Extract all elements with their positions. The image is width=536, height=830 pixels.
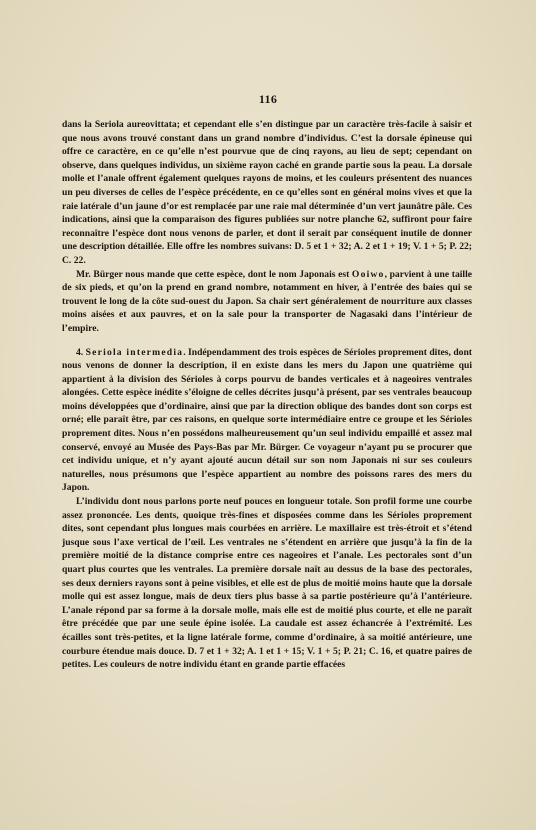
paragraph-2-pre: Mr. Bürger nous mande que cette espèce, dont le nom Japonais est <box>76 268 352 280</box>
paragraph-1: dans la Seriola aureovittata; et cependant elle s’en distingue par un caractère très-facile à saisir et que nous avons trouvé constant dans un grand nombre d’individus. C’est la dorsale épineuse qui offre ce caractère, en ce qu’elle n’est pourvue que de cinq rayons, au lieu de sept; cependant on observe, dans quelques individus, un sixième rayon caché en grande partie sous la peau. La dorsale molle et l’anale offrent également quelques rayons de moins, et les couleurs présentent des nuances un peu diverses de celles de l’espèce précédente, en ce qu’elles sont en général moins vives et que la raie latérale d’un jaune d’or est remplacée par une raie mal déterminée d’un vert jaunâtre pâle. Ces indications, ainsi que la comparaison des figures publiées sur notre planche 62, suffiront pour faire reconnaître l’espèce dont nous venons de parler, et dont il serait par conséquent inutile de donner une description détaillée. Elle offre les nombres suivans: D. 5 et 1 + 32; A. 2 et 1 + 19; V. 1 + 5; P. 22; C. 22. <box>62 119 472 266</box>
section-number: 4. <box>76 346 86 358</box>
japanese-name: Ooiwo <box>351 268 385 280</box>
paragraph-3-post: . Indépendamment des trois espèces de Sérioles proprement dites, dont nous venons de donner la description, il en existe dans les mers du Japon une quatrième qui appartient à la division des Sérioles à corps pourvu de bandes verticales et à nageoires ventrales alongées. Cette espèce inédite s’éloigne de celles décrites jusqu’à présent, par ses ventrales beaucoup moins développées que d’ordinaire, ainsi que par la direction oblique des bandes dont son corps est orné; elle paraît être, par ces raisons, en quelque sorte intermédiaire entre ce groupe et les Sérioles proprement dites. Nous n’en possédons malheureusement qu’un seul individu empaillé et assez mal conservé, envoyé au Musée des Pays-Bas par Mr. Bürger. Ce voyageur n’ayant pu se procurer que cet individu unique, et n’y ayant ajouté aucun détail sur son nom Japonais ni sur ses couleurs naturelles, nous présumons que l’espèce appartient au nombre des poissons rares des mers du Japon. <box>62 346 473 494</box>
paragraph-4: L’individu dont nous parlons porte neuf pouces en longueur totale. Son profil forme une courbe assez prononcée. Les dents, quoique très-fines et disposées comme dans les Sérioles proprement dites, sont cependant plus longues mais courbées en arrière. Le maxillaire est très-étroit et s’étend jusque sous l’axe vertical de l’œil. Les ventrales ne s’étendent en arrière que jusqu’à la fin de la première moitié de la distance comprise entre ces nageoires et l’anale. Les pectorales sont d’un quart plus courtes que les ventrales. La première dorsale naît au dessus de la base des pectorales, ses deux derniers rayons sont à peine visibles, et elle est de plus de moitié moins haute que la dorsale molle qui est assez longue, mais de deux tiers plus basse à sa partie postérieure qu’à l’antérieure. L’anale répond par sa forme à la dorsale molle, mais elle est de moitié plus courte, et elle ne paraît être précédée que par une seule épine isolée. La caudale est assez échancrée à l’extrémité. Les écailles sont très-petites, et la ligne latérale forme, comme d’ordinaire, à sa moitié antérieure, une courbure étendue mais douce. D. 7 et 1 + 32; A. 1 et 1 + 15; V. 1 + 5; P. 21; C. 16, et quatre paires de petites. Les couleurs de notre individu étant en grande partie effacées <box>62 496 472 671</box>
paragraph-3 <box>62 346 472 496</box>
body-text <box>62 118 472 672</box>
paragraph-2 <box>62 268 472 336</box>
page-number: 116 <box>258 92 278 106</box>
species-heading: Seriola intermedia <box>85 346 184 358</box>
paragraph-2-post: , parvient à une taille de six pieds, et qu’on la prend en grand nombre, notamment en hiver, à l’entrée des baies qui se trouvent le long de la côte sud-ouest du Japon. Sa chair sert généralement de nourriture aux classes moins aisées et aux pauvres, et on la sale pour la transporter de Nagasaki dans l’intérieur de l’empire. <box>62 268 472 334</box>
